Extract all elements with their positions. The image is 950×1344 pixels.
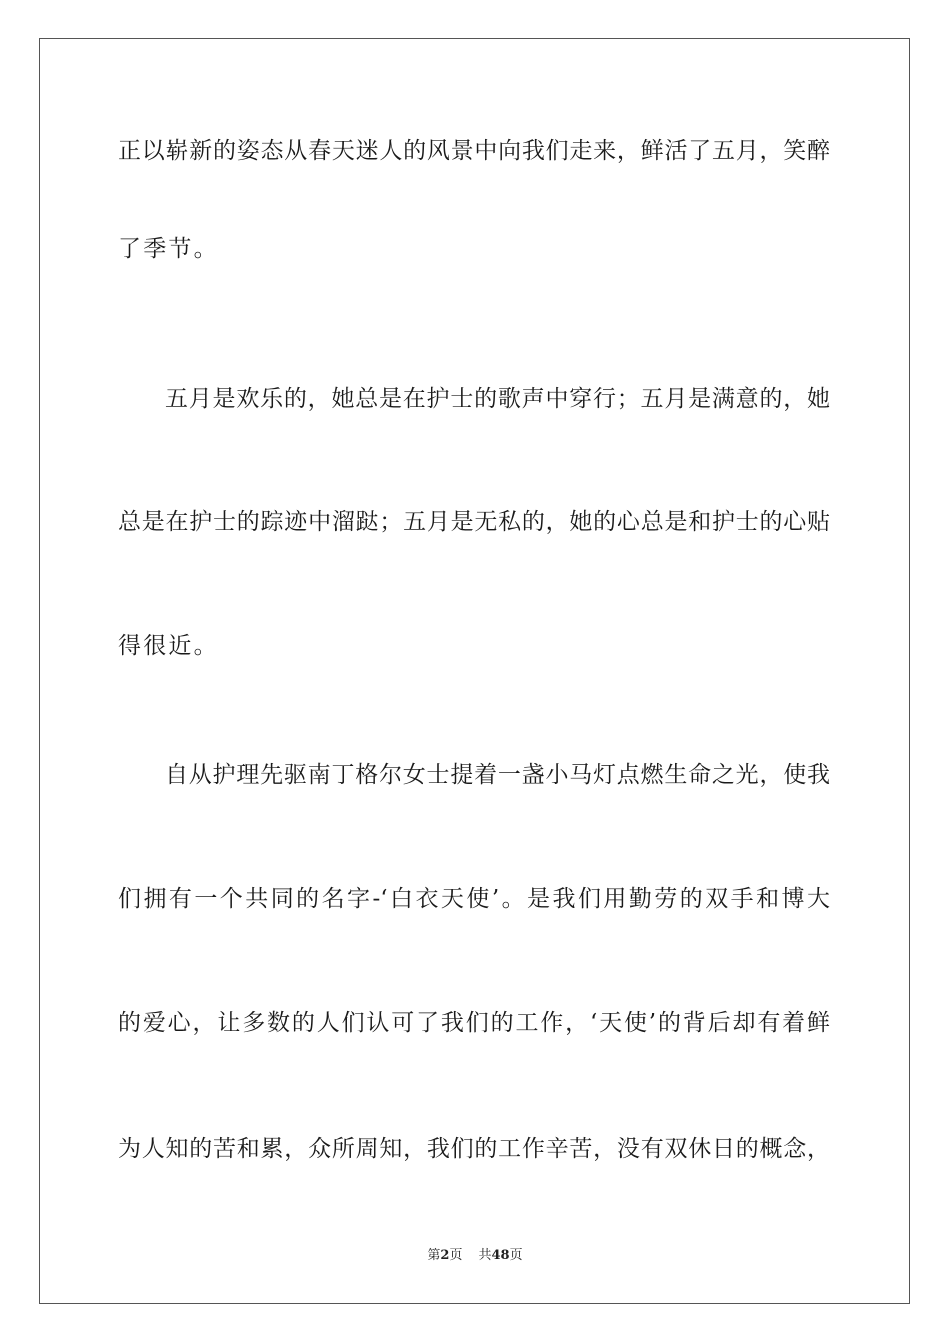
page-border <box>39 38 910 1304</box>
page-prefix: 第 <box>427 1248 441 1263</box>
text-line-6: 自从护理先驱南丁格尔女士提着一盏小马灯点燃生命之光，使我 <box>165 762 830 788</box>
total-pages: 48 <box>491 1248 510 1263</box>
page-footer <box>0 1246 950 1266</box>
text-line-9: 为人知的苦和累，众所周知，我们的工作辛苦，没有双休日的概念， <box>118 1136 830 1162</box>
text-line-4: 总是在护士的踪迹中溜跶；五月是无私的，她的心总是和护士的心贴 <box>118 509 830 535</box>
text-line-7: 们拥有一个共同的名字-‘白衣天使’。是我们用勤劳的双手和博大 <box>118 886 830 912</box>
page-number: 2 <box>440 1248 450 1263</box>
text-line-2: 了季节。 <box>118 236 219 262</box>
total-suffix: 页 <box>509 1248 523 1263</box>
text-line-1: 正以崭新的姿态从春天迷人的风景中向我们走来，鲜活了五月，笑醉 <box>118 138 830 164</box>
page-suffix: 页 <box>449 1248 463 1263</box>
text-line-5: 得很近。 <box>118 633 219 659</box>
total-prefix: 共 <box>478 1248 492 1263</box>
text-line-3: 五月是欢乐的，她总是在护士的歌声中穿行；五月是满意的，她 <box>165 386 830 412</box>
text-line-8: 的爱心，让多数的人们认可了我们的工作，‘天使’的背后却有着鲜 <box>118 1010 830 1036</box>
